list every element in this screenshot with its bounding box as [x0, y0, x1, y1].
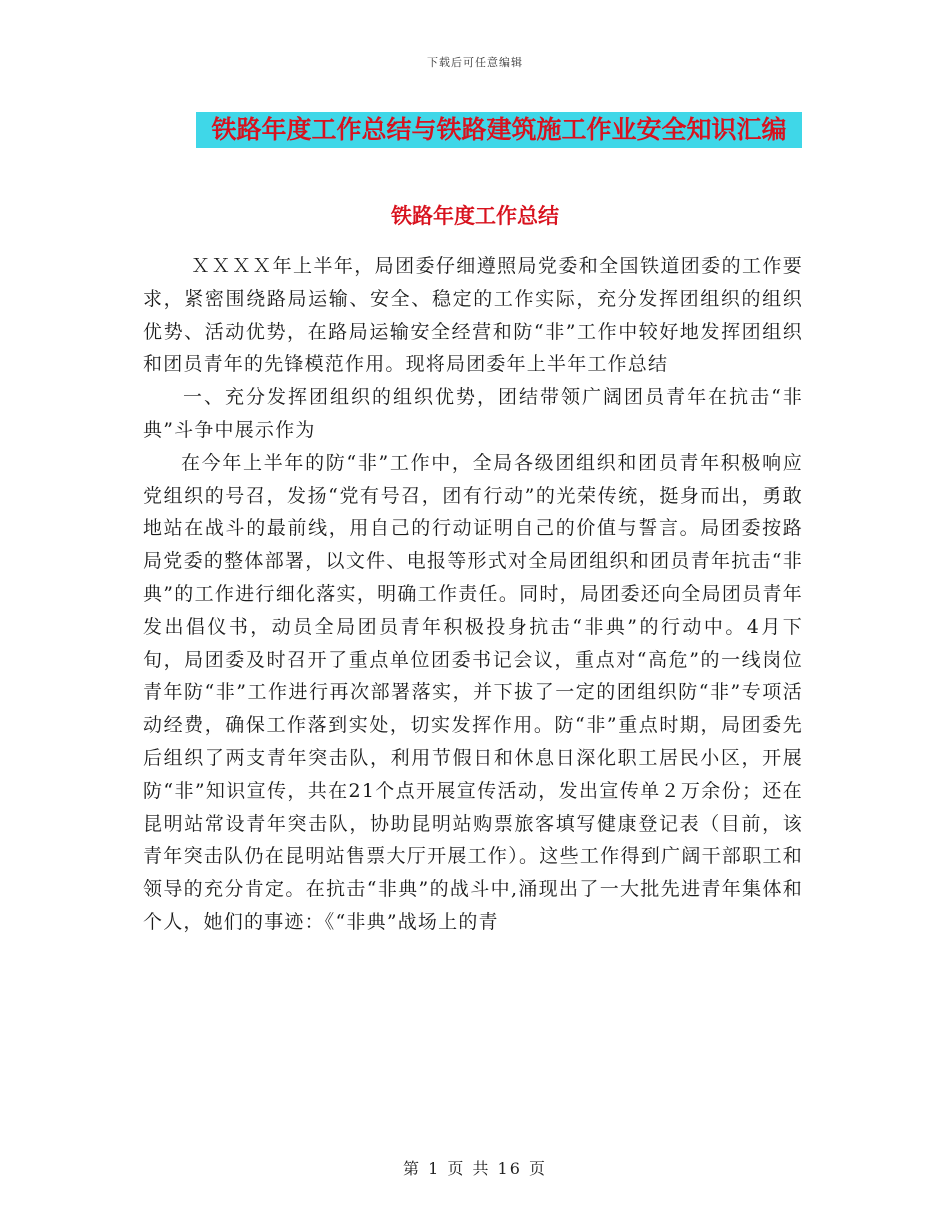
paragraph-heading-one: 一、充分发挥团组织的组织优势，团结带领广阔团员青年在抗击“非典”斗争中展示作为	[143, 386, 803, 441]
section-title: 铁路年度工作总结	[391, 204, 559, 228]
document-title: 铁路年度工作总结与铁路建筑施工作业安全知识汇编	[211, 115, 787, 144]
download-note: 下载后可任意编辑	[427, 56, 523, 69]
page-number: 第 1 页 共 16 页	[403, 1159, 547, 1178]
paragraph-body: 在今年上半年的防“非”工作中，全局各级团组织和团员青年积极响应党组织的号召，发扬“党有号召，团有行动”的光荣传统，挺身而出，勇敢地站在战斗的最前线，用自己的行动证明自己的价值与誓言。局团委按路局党委的整体部署，以文件、电报等形式对全局团组织和团员青年抗击“非典”的工作进行细化落实，明确工作责任。同时，局团委还向全局团员青年发出倡仪书，动员全局团员青年积极投身抗击“非典”的行动中。4月下旬，局团委及时召开了重点单位团委书记会议，重点对“高危”的一线岗位青年防“非”工作进行再次部署落实，并下拔了一定的团组织防“非”专项活动经费，确保工作落到实处，切实发挥作用。防“非”重点时期，局团委先后组织了两支青年突击队，利用节假日和休息日深化职工居民小区，开展防“非”知识宣传，共在21个点开展宣传活动，发出宣传单２万余份；还在昆明站常设青年突击队，协助昆明站购票旅客填写健康登记表（目前，该青年突击队仍在昆明站售票大厅开展工作）。这些工作得到广阔干部职工和领导的充分肯定。在抗击“非典”的战斗中,涌现出了一大批先进青年集体和个人，她们的事迹：《“非典”战场上的青	[143, 451, 803, 933]
paragraph-intro: ＸＸＸＸ年上半年，局团委仔细遵照局党委和全国铁道团委的工作要求，紧密围绕路局运输、安全、稳定的工作实际，充分发挥团组织的组织优势、活动优势，在路局运输安全经营和防“非”工作中较好地发挥团组织和团员青年的先锋模范作用。现将局团委年上半年工作总结	[143, 255, 803, 376]
document-body	[143, 250, 803, 939]
